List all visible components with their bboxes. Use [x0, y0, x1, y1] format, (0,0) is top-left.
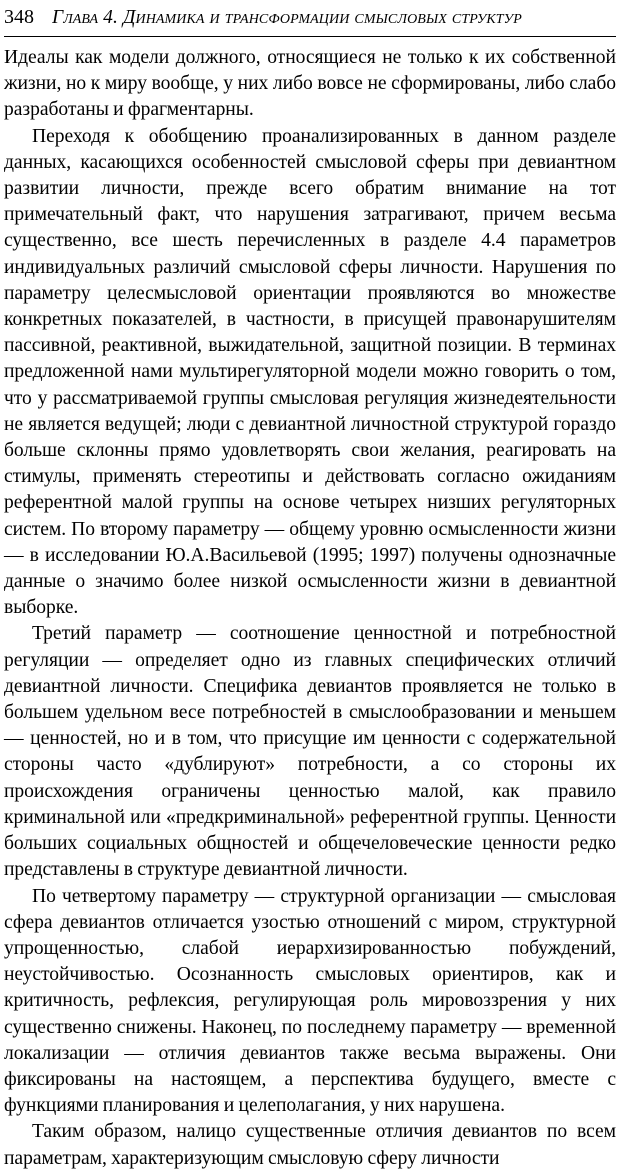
paragraph: По четвертому параметру — структурной организации — смысловая сфера девиантов отличается узостью отношений с миром, структурной упрощенностью, слабой иерархизированностью побуждений, неустойчивостью. Осознанность смысловых ориентиров, как и критичность, рефлексия, регулирующая роль мировоззрения у них существенно снижены. Наконец, по последнему параметру — временной локализации — отличия девиантов также весьма выражены. Они фиксированы на настоящем, а перспектива будущего, вместе с функциями планирования и целеполагания, у них нарушена.: [4, 885, 616, 1117]
chapter-title-text: Глава 4. Динамика и трансформации смысловых структур: [52, 7, 522, 28]
running-head: [4, 6, 616, 37]
body-text: [4, 45, 616, 1172]
paragraph: Идеалы как модели должного, относящиеся не только к их собственной жизни, но к миру вообще, у них либо вовсе не сформированы, либо слабо разработаны и фрагментарны.: [4, 47, 616, 121]
paragraph: Таким образом, налицо существенные отличия девиантов по всем параметрам, характеризующим смысловую сферу личности: [4, 1121, 616, 1169]
paragraph: Переходя к обобщению проанализированных в данном разделе данных, касающихся особенностей смысловой сферы при девиантном развитии личности, прежде всего обратим внимание на тот примечательный факт, что нарушения затрагивают, причем весьма существенно, все шесть перечисленных в разделе 4.4 параметров индивидуальных различий смысловой сферы личности. Нарушения по параметру целесмысловой ориентации проявляются во множестве конкретных показателей, в частности, в присущей правонарушителям пассивной, реактивной, выжидательной, защитной позиции. В терминах предложенной нами мультирегуляторной модели можно говорить о том, что у рассматриваемой группы смысловая регуляция жизнедеятельности не является ведущей; люди с девиантной личностной структурой гораздо больше склонны прямо удовлетворять свои желания, реагировать на стимулы, применять стереотипы и действовать согласно ожиданиям референтной малой группы на основе четырех низших регуляторных систем. По второму параметру — общему уровню осмысленности жизни — в исследовании Ю.А.Васильевой (1995; 1997) получены однозначные данные о значимо более низкой осмысленности жизни в девиантной выборке.: [4, 125, 616, 619]
page-number: 348: [4, 6, 34, 28]
chapter-title: [52, 7, 616, 29]
paragraph: Третий параметр — соотношение ценностной и потребностной регуляции — определяет одно из главных специфических отличий девиантной личности. Специфика девиантов проявляется не только в большем удельном весе потребностей в смыслообразовании и меньшем — ценностей, но и в том, что присущие им ценности с содержательной стороны часто «дублируют» потребности, а со стороны их происхождения ограничены ценностью малой, как правило криминальной или «предкриминальной» референтной группы. Ценности больших социальных общностей и общечеловеческие ценности редко представлены в структуре девиантной личности.: [4, 623, 616, 881]
